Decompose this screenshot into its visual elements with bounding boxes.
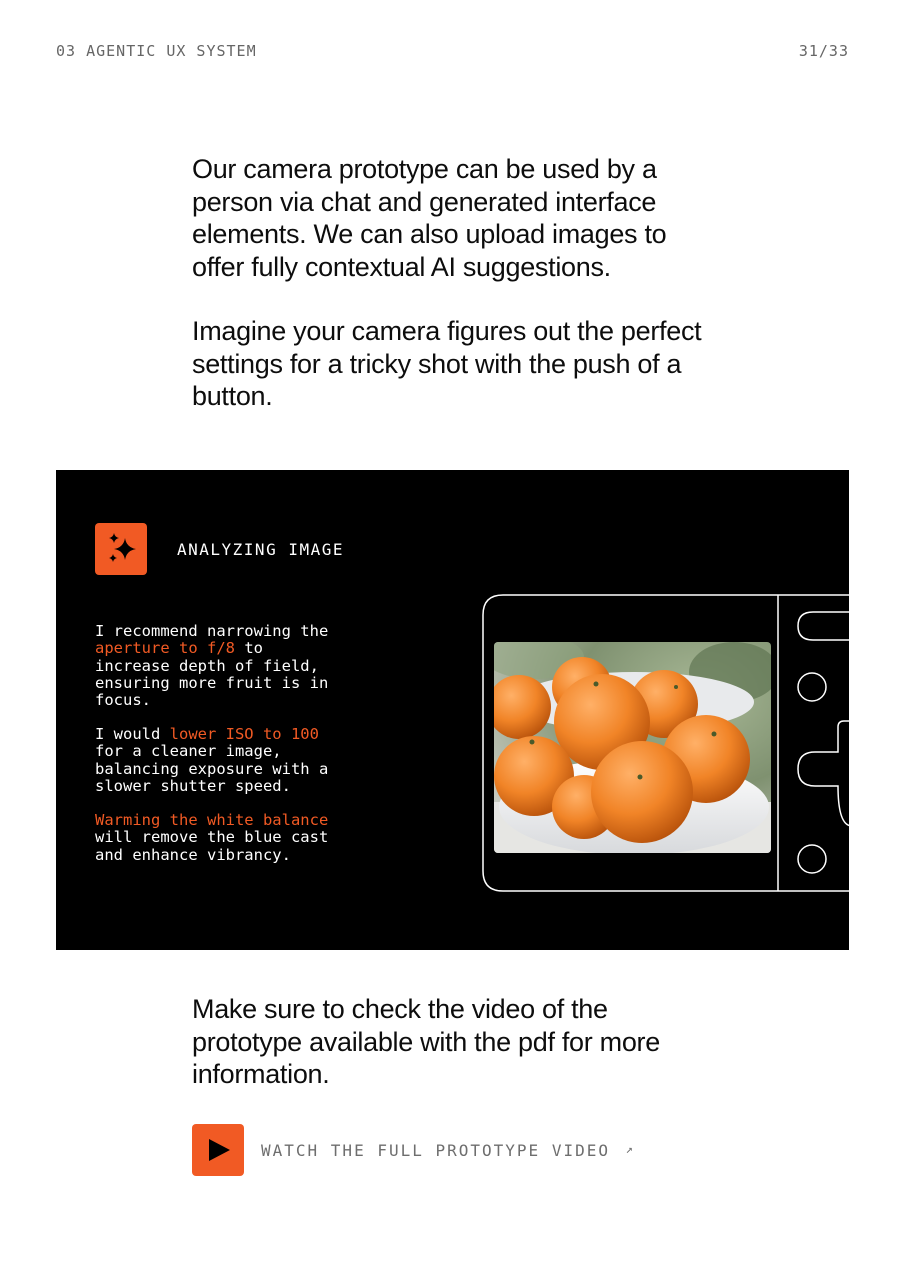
watch-video-link[interactable]: WATCH THE FULL PROTOTYPE VIDEO ↗ [261, 1141, 635, 1160]
page-number: 31/33 [798, 42, 849, 60]
analyzing-title: ANALYZING IMAGE [177, 540, 344, 559]
section-label: 03 AGENTIC UX SYSTEM [56, 42, 257, 60]
highlight-iso: lower ISO to 100 [169, 725, 319, 743]
external-arrow-icon: ↗ [625, 1142, 635, 1156]
play-icon [192, 1124, 244, 1176]
intro-paragraph-2: Imagine your camera figures out the perfect settings for a tricky shot with the push of a button. [192, 316, 702, 411]
sparkle-icon [95, 523, 147, 575]
outro-paragraph: Make sure to check the video of the prototype available with the pdf for more information. [192, 994, 660, 1089]
play-button[interactable] [192, 1124, 244, 1176]
camera-demo-panel [56, 470, 849, 950]
highlight-white-balance: Warming the white balance [95, 811, 329, 829]
suggestion-iso: I would lower ISO to 100 for a cleaner image, balancing exposure with a slower shutter speed. [95, 725, 329, 795]
highlight-aperture: aperture to f/8 [95, 639, 235, 658]
intro-paragraph-1: Our camera prototype can be used by a person via chat and generated interface elements. We can also upload images to offer fully contextual AI suggestions. [192, 154, 667, 282]
oranges-photo [494, 642, 771, 853]
suggestion-aperture: I recommend narrowing the aperture to f/8 to increase depth of field, ensuring more fruit is in focus. [95, 622, 329, 710]
suggestion-white-balance: Warming the white balance will remove the blue cast and enhance vibrancy. [95, 811, 329, 864]
